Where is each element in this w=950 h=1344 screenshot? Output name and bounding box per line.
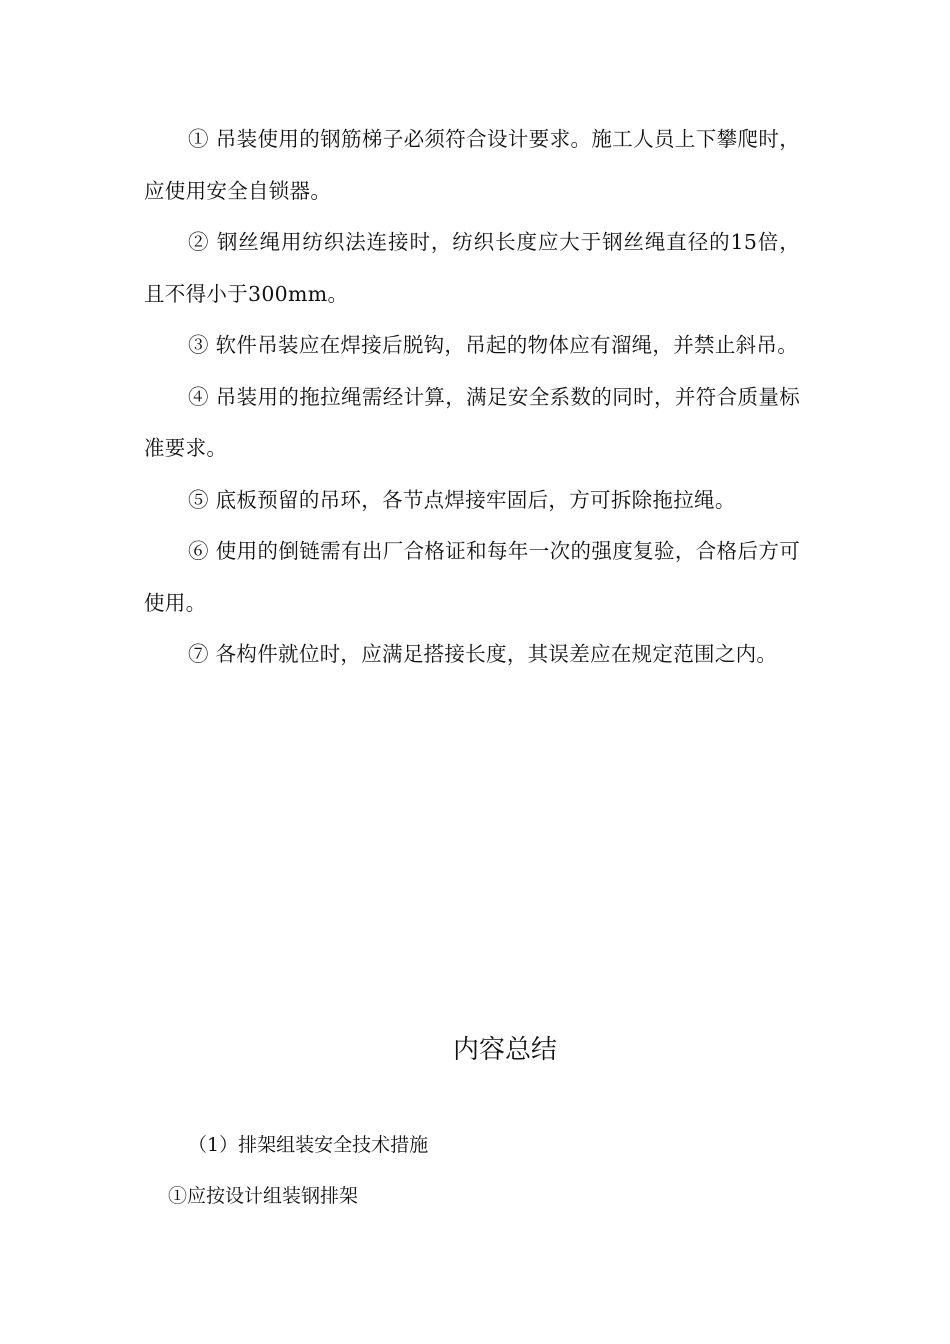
paragraph-item-4: ④ 吊装用的拖拉绳需经计算，满足安全系数的同时，并符合质量标准要求。 xyxy=(144,384,800,460)
paragraph-item-7: ⑦ 各构件就位时，应满足搭接长度，其误差应在规定范围之内。 xyxy=(188,642,778,666)
paragraph-item-6: ⑥ 使用的倒链需有出厂合格证和每年一次的强度复验，合格后方可使用。 xyxy=(144,539,800,615)
summary-item: ①应按设计组装钢排架 xyxy=(168,1185,359,1207)
summary-title: 内容总结 xyxy=(452,1035,557,1065)
paragraph-item-5: ⑤ 底板预留的吊环，各节点焊接牢固后，方可拆除拖拉绳。 xyxy=(188,487,736,512)
paragraph-item-3: ③ 软件吊装应在焊接后脱钩，吊起的物体应有溜绳，并禁止斜吊。 xyxy=(188,333,799,357)
summary-subtitle: （1）排架组装安全技术措施 xyxy=(188,1134,429,1156)
document-body xyxy=(144,114,800,681)
paragraph-item-1: ① 吊装使用的钢筋梯子必须符合设计要求。施工人员上下攀爬时，应使用安全自锁器。 xyxy=(144,127,800,203)
paragraph-item-2: ② 钢丝绳用纺织法连接时，纺织长度应大于钢丝绳直径的15倍，且不得小于300mm。 xyxy=(144,230,800,306)
